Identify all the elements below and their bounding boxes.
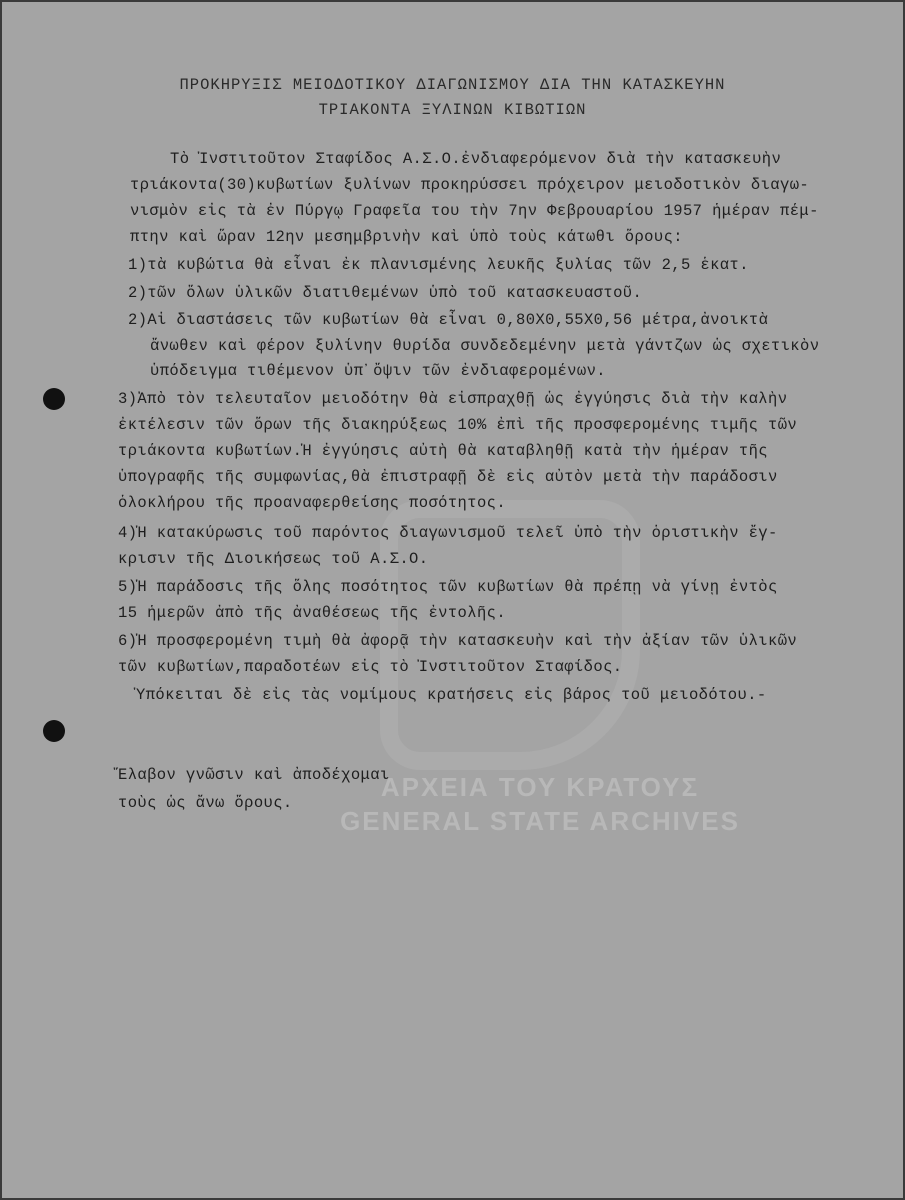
body-line: 5)Ἡ παράδοσις τῆς ὅλης ποσότητος τῶν κυβωτίων θὰ πρέπῃ νὰ γίνῃ ἐντὸς [118, 578, 778, 596]
body-line: 2)Αἱ διαστάσεις τῶν κυβωτίων θὰ εἶναι 0,80Χ0,55Χ0,56 μέτρα,ἀνοικτὰ [128, 311, 769, 329]
title-line-2: ΤΡΙΑΚΟΝΤΑ ΞΥΛΙΝΩΝ ΚΙΒΩΤΙΩΝ [318, 101, 587, 119]
body-line: 4)Ἡ κατακύρωσις τοῦ παρόντος διαγωνισμοῦ τελεῖ ὑπὸ τὴν ὁριστικὴν ἔγ- [118, 524, 778, 542]
watermark-line-1: ΑΡΧΕΙΑ ΤΟΥ ΚΡΑΤΟΥΣ [380, 772, 700, 802]
body-line: 15 ἡμερῶν ἀπὸ τῆς ἀναθέσεως τῆς ἐντολῆς. [118, 604, 507, 622]
body-line: τῶν κυβωτίων,παραδοτέων εἰς τὸ Ἰνστιτοῦτον Σταφίδος. [118, 658, 623, 676]
body-line: 1)τὰ κυβώτια θὰ εἶναι ἐκ πλανισμένης λευκῆς ξυλίας τῶν 2,5 ἑκατ. [128, 256, 749, 274]
body-line: ὁλοκλήρου τῆς προαναφερθείσης ποσότητος. [118, 494, 507, 512]
body-line: νισμὸν εἰς τὰ ἐν Πύργῳ Γραφεῖα του τὴν 7ην Φεβρουαρίου 1957 ἡμέραν πέμ- [130, 202, 819, 220]
body-line: κρισιν τῆς Διοικήσεως τοῦ Α.Σ.Ο. [118, 550, 429, 568]
body-line: πτην καὶ ὥραν 12ην μεσημβρινὴν καὶ ὑπὸ τοὺς κάτωθι ὅρους: [130, 228, 683, 246]
watermark-line-2: GENERAL STATE ARCHIVES [340, 806, 740, 836]
body-line: Ὑπόκειται δὲ εἰς τὰς νομίμους κρατήσεις εἰς βάρος τοῦ μειοδότου.- [136, 686, 767, 704]
body-line: Τὸ Ἰνστιτοῦτον Σταφίδος Α.Σ.Ο.ἐνδιαφερόμενον διὰ τὴν κατασκευὴν [170, 150, 782, 168]
body-line: ὑπογραφῆς τῆς συμφωνίας,θὰ ἐπιστραφῇ δὲ εἰς αὐτὸν μετὰ τὴν παράδοσιν [118, 468, 778, 486]
body-line: τριάκοντα κυβωτίων.Ἡ ἐγγύησις αὐτὴ θὰ καταβληθῇ κατὰ τὴν ἡμέραν τῆς [118, 442, 769, 460]
body-line: 6)Ἡ προσφερομένη τιμὴ θὰ ἀφορᾷ τὴν κατασκευὴν καὶ τὴν ἀξίαν τῶν ὑλικῶν [118, 632, 798, 650]
body-line: 3)Ἀπὸ τὸν τελευταῖον μειοδότην θὰ εἰσπραχθῇ ὡς ἐγγύησις διὰ τὴν καλὴν [118, 390, 788, 408]
closing-line: Ἔλαβον γνῶσιν καὶ ἀποδέχομαι [118, 766, 390, 784]
body-line: ἐκτέλεσιν τῶν ὅρων τῆς διακηρύξεως 10% ἐπὶ τῆς προσφερομένης τιμῆς τῶν [118, 416, 798, 434]
body-line: τριάκοντα(30)κυβωτίων ξυλίνων προκηρύσσει πρόχειρον μειοδοτικὸν διαγω- [130, 176, 810, 194]
title-line-1: ΠΡΟΚΗΡΥΞΙΣ ΜΕΙΟΔΟΤΙΚΟΥ ΔΙΑΓΩΝΙΣΜΟΥ ΔΙΑ ΤΗΝ ΚΑΤΑΣΚΕΥΗΝ [179, 76, 726, 94]
body-line: ὑπόδειγμα τιθέμενον ὑπ᾽ὄψιν τῶν ἐνδιαφερομένων. [150, 362, 606, 380]
closing-line: τοὺς ὡς ἄνω ὅρους. [118, 794, 293, 812]
body-line: 2)τῶν ὅλων ὑλικῶν διατιθεμένων ὑπὸ τοῦ κατασκευαστοῦ. [128, 284, 643, 302]
body-line: ἄνωθεν καὶ φέρον ξυλίνην θυρίδα συνδεδεμένην μετὰ γάντζων ὡς σχετικὸν [150, 337, 820, 355]
